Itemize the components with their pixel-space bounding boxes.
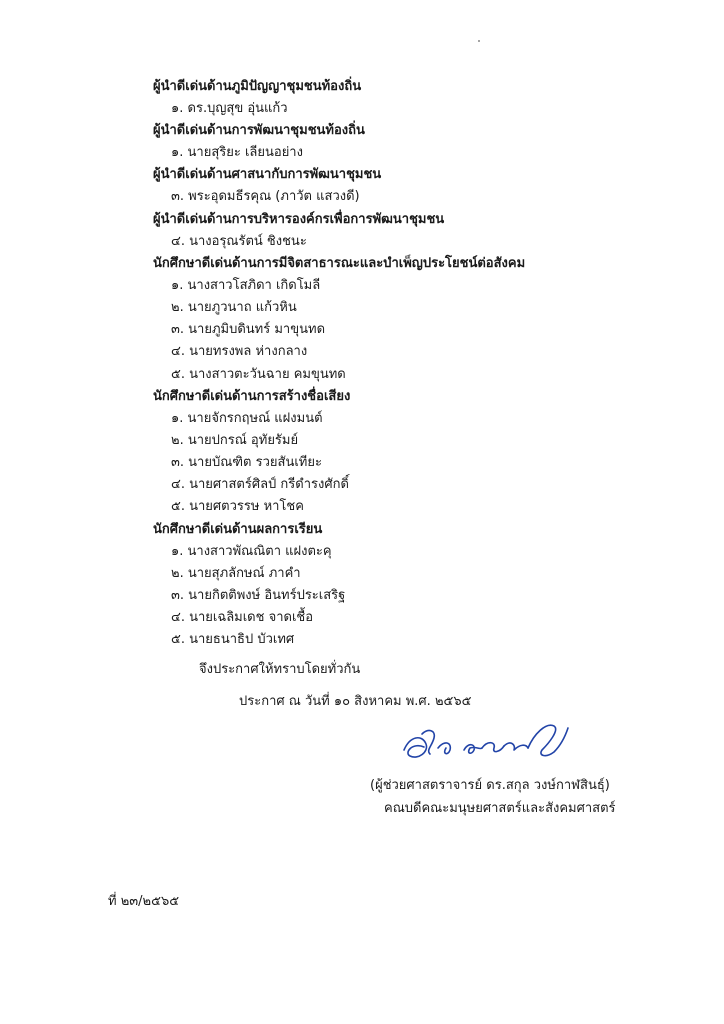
list-item: ๓. นายบัณฑิต รวยสันเทียะ: [171, 455, 322, 471]
list-item: ๕. นายธนาธิป บัวเทศ: [171, 632, 295, 648]
list-item: ๕. นางสาวตะวันฉาย คมขุนทด: [171, 366, 346, 382]
list-item: ๔. นายเฉลิมเดช จาดเชื้อ: [171, 610, 314, 626]
list-item: ๒. นายสุภลักษณ์ ภาคำ: [171, 565, 301, 581]
list-item: ๒. นายภูวนาถ แก้วหิน: [171, 299, 297, 315]
list-item: ๔. นายทรงพล ห่างกลาง: [171, 344, 308, 360]
list-item: ๑. นางสาวพัณณิตา แฝงตะคุ: [171, 543, 332, 559]
section-heading: นักศึกษาดีเด่นด้านการมีจิตสาธารณะและบำเพ็ญประโยชน์ต่อสังคม: [153, 255, 526, 271]
list-item: ๑. ดร.บุญสุข อุ่นแก้ว: [171, 101, 288, 116]
section-heading: นักศึกษาดีเด่นด้านผลการเรียน: [153, 521, 323, 537]
list-item: ๕. นายศตวรรษ หาโชค: [171, 499, 304, 515]
section-heading: ผู้นำดีเด่นด้านการพัฒนาชุมชนท้องถิ่น: [153, 123, 365, 139]
list-item: ๔. นางอรุณรัตน์ ชิงชนะ: [171, 233, 307, 249]
award-list: [153, 76, 673, 652]
section-heading: ผู้นำดีเด่นด้านการบริหารองค์กรเพื่อการพัฒนาชุมชน: [153, 211, 445, 227]
scan-speck: [478, 40, 480, 42]
list-item: ๒. นายปกรณ์ อุทัยรัมย์: [171, 432, 299, 448]
document-number: ที่ ๒๓/๒๕๖๕: [108, 894, 180, 909]
list-item: ๑. นางสาวโสภิดา เกิดโมลี: [171, 277, 321, 293]
list-item: ๑. นายสุริยะ เลียนอย่าง: [171, 145, 303, 161]
signature-image: [396, 714, 576, 770]
list-item: ๔. นายศาสตร์ศิลป์ กรีดำรงศักดิ์: [171, 477, 349, 493]
section-heading: ผู้นำดีเด่นด้านภูมิปัญญาชุมชนท้องถิ่น: [153, 79, 362, 94]
section-heading: นักศึกษาดีเด่นด้านการสร้างชื่อเสียง: [153, 388, 351, 404]
signer-name: (ผู้ช่วยศาสตราจารย์ ดร.สกุล วงษ์กาฬสินธุ์): [370, 778, 610, 793]
announcement-date: ประกาศ ณ วันที่ ๑๐ สิงหาคม พ.ศ. ๒๕๖๕: [239, 694, 472, 709]
section-heading: ผู้นำดีเด่นด้านศาสนากับการพัฒนาชุมชน: [153, 167, 382, 183]
list-item: ๓. พระอุดมธีรคุณ (ภาวัต แสวงดี): [171, 189, 360, 205]
list-item: ๓. นายภูมิบดินทร์ มาขุนทด: [171, 322, 326, 338]
signer-title: คณบดีคณะมนุษยศาสตร์และสังคมศาสตร์: [384, 801, 616, 816]
closing-statement: จึงประกาศให้ทราบโดยทั่วกัน: [199, 662, 361, 677]
list-item: ๑. นายจักรกฤษณ์ แฝงมนต์: [171, 410, 323, 426]
list-item: ๓. นายกิตติพงษ์ อินทร์ประเสริฐ: [171, 588, 346, 603]
